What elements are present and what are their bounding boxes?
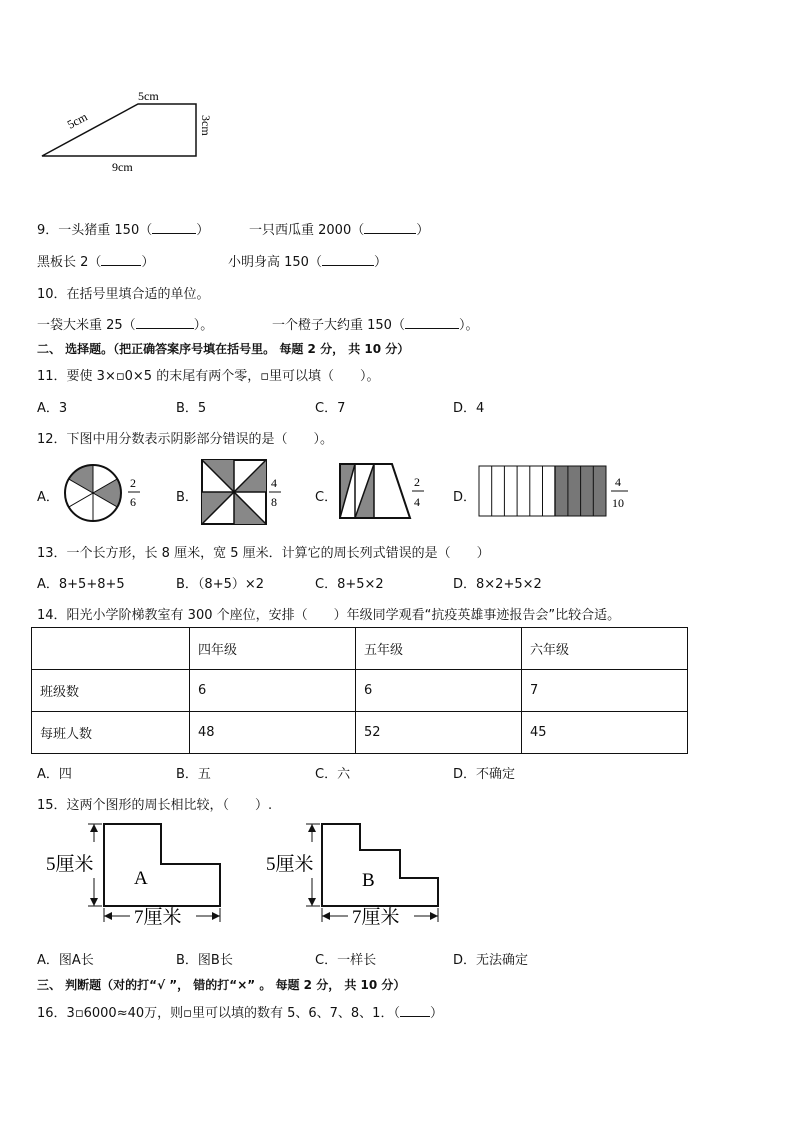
q12-c-numerator: 2 [414, 475, 420, 489]
q15-figure-b [262, 818, 462, 938]
q10-b-text: 一个橙子大约重 150（ [272, 318, 405, 333]
table-header-cell: 四年级 [190, 628, 356, 670]
answer-blank[interactable] [152, 222, 196, 234]
q15-b-width-label: 7厘米 [352, 907, 400, 928]
q15-a-shape-label: A [134, 868, 148, 889]
q12-a-denominator: 6 [130, 495, 136, 509]
q15-stem: 15．这两个图形的周长相比较，（ ）. [37, 798, 273, 813]
trapezoid-top-label: 5cm [138, 89, 159, 103]
trapezoid-slant-label: 5cm [64, 109, 90, 132]
q14-option-a[interactable]: A．四 [37, 767, 72, 782]
answer-blank[interactable] [322, 254, 374, 266]
trapezoid-figure [30, 85, 230, 180]
table-cell: 48 [190, 712, 356, 754]
q9-c-end: ） [141, 255, 155, 270]
q12-b-denominator: 8 [271, 495, 277, 509]
q14-option-c[interactable]: C．六 [315, 767, 351, 782]
answer-blank[interactable] [400, 1005, 430, 1017]
table-cell: 7 [522, 670, 688, 712]
q15-a-height-label: 5厘米 [46, 854, 94, 875]
q9-item-a [37, 219, 209, 238]
q15-option-d[interactable]: D．无法确定 [453, 953, 529, 968]
table-cell: 6 [190, 670, 356, 712]
q12-option-b-label[interactable]: B． [176, 490, 198, 505]
q11-option-c[interactable]: C．7 [315, 401, 346, 416]
q12-a-numerator: 2 [130, 476, 136, 490]
q11-option-a[interactable]: A．3 [37, 401, 68, 416]
q12-option-a-label[interactable]: A． [37, 490, 59, 505]
q15-option-c[interactable]: C．一样长 [315, 953, 377, 968]
answer-blank[interactable] [405, 317, 459, 329]
q9-c-text: 黑板长 2（ [37, 255, 102, 270]
q15-b-shape-label: B [362, 870, 375, 891]
q11-option-d[interactable]: D．4 [453, 401, 485, 416]
table-header-cell [32, 628, 190, 670]
section-2-heading: 二、 选择题。（把正确答案序号填在括号里。 每题 2 分， 共 10 分） [37, 342, 410, 356]
table-header-row [32, 628, 688, 670]
table-header-cell: 五年级 [356, 628, 522, 670]
q10-stem: 10．在括号里填合适的单位。 [37, 287, 210, 302]
answer-blank[interactable] [136, 317, 194, 329]
q15-option-b[interactable]: B．图B长 [176, 953, 233, 968]
q9-b-end: ） [416, 223, 430, 238]
q15-option-a[interactable]: A．图A长 [37, 953, 94, 968]
q11-stem: 11．要使 3×▫0×5 的末尾有两个零，▫里可以填（ ）。 [37, 369, 380, 384]
q9-item-d [228, 251, 387, 270]
section-3-heading: 三、 判断题（对的打“√ ”， 错的打“×” 。 每题 2 分， 共 10 分） [37, 978, 406, 992]
table-cell: 45 [522, 712, 688, 754]
q12-option-d-label[interactable]: D． [453, 490, 477, 505]
table-row [32, 670, 688, 712]
q9-a-text: 9．一头猪重 150（ [37, 223, 153, 238]
q12-figure-d [476, 462, 636, 522]
q16-end: ） [429, 1006, 443, 1021]
q13-option-a[interactable]: A．8+5+8+5 [37, 577, 125, 592]
answer-blank[interactable] [101, 254, 141, 266]
q14-option-b[interactable]: B．五 [176, 767, 211, 782]
q9-b-text: 一只西瓜重 2000（ [249, 223, 365, 238]
trapezoid-bottom-label: 9cm [112, 160, 133, 174]
q9-d-end: ） [373, 255, 387, 270]
table-cell: 每班人数 [32, 712, 190, 754]
q16-stem: 16．3▫6000≈40万，则▫里可以填的数有 5、6、7、8、1．（ [37, 1006, 400, 1021]
answer-blank[interactable] [364, 222, 416, 234]
q9-item-c [37, 251, 154, 270]
table-row [32, 712, 688, 754]
q15-a-width-label: 7厘米 [134, 907, 182, 928]
q12-figure-c [336, 460, 436, 524]
trapezoid-shape [42, 104, 196, 156]
q10-b-end: ）。 [458, 318, 479, 333]
q12-figure-b [200, 458, 290, 526]
q12-c-denominator: 4 [414, 495, 420, 509]
q10-item-b [272, 314, 478, 333]
q14-table [31, 627, 688, 754]
q13-stem: 13．一个长方形，长 8 厘米，宽 5 厘米．计算它的周长列式错误的是（ ） [37, 546, 490, 561]
q15-figure-a [42, 818, 242, 938]
q13-option-c[interactable]: C．8+5×2 [315, 577, 384, 592]
q12-d-numerator: 4 [615, 475, 621, 489]
q16-item [37, 1002, 443, 1021]
q12-figure-a [62, 462, 152, 524]
table-header-cell: 六年级 [522, 628, 688, 670]
q9-d-text: 小明身高 150（ [228, 255, 322, 270]
table-cell: 6 [356, 670, 522, 712]
q12-option-c-label[interactable]: C． [315, 490, 338, 505]
q14-option-d[interactable]: D．不确定 [453, 767, 516, 782]
q13-option-b[interactable]: B．（8+5）×2 [176, 577, 265, 592]
table-cell: 52 [356, 712, 522, 754]
table-cell: 班级数 [32, 670, 190, 712]
q13-option-d[interactable]: D．8×2+5×2 [453, 577, 542, 592]
q10-item-a [37, 314, 213, 333]
q12-d-denominator: 10 [612, 496, 624, 510]
q9-a-end: ） [196, 223, 210, 238]
trapezoid-right-label: 3cm [199, 115, 213, 136]
q10-a-end: ）。 [193, 318, 214, 333]
q15-b-height-label: 5厘米 [266, 854, 314, 875]
q12-stem: 12．下图中用分数表示阴影部分错误的是（ ）。 [37, 432, 334, 447]
q9-item-b [249, 219, 429, 238]
q14-stem: 14．阳光小学阶梯教室有 300 个座位，安排（ ）年级同学观看“抗疫英雄事迹报告会”比较合适。 [37, 608, 621, 623]
q12-b-numerator: 4 [271, 476, 277, 490]
q10-a-text: 一袋大米重 25（ [37, 318, 136, 333]
q11-option-b[interactable]: B．5 [176, 401, 207, 416]
